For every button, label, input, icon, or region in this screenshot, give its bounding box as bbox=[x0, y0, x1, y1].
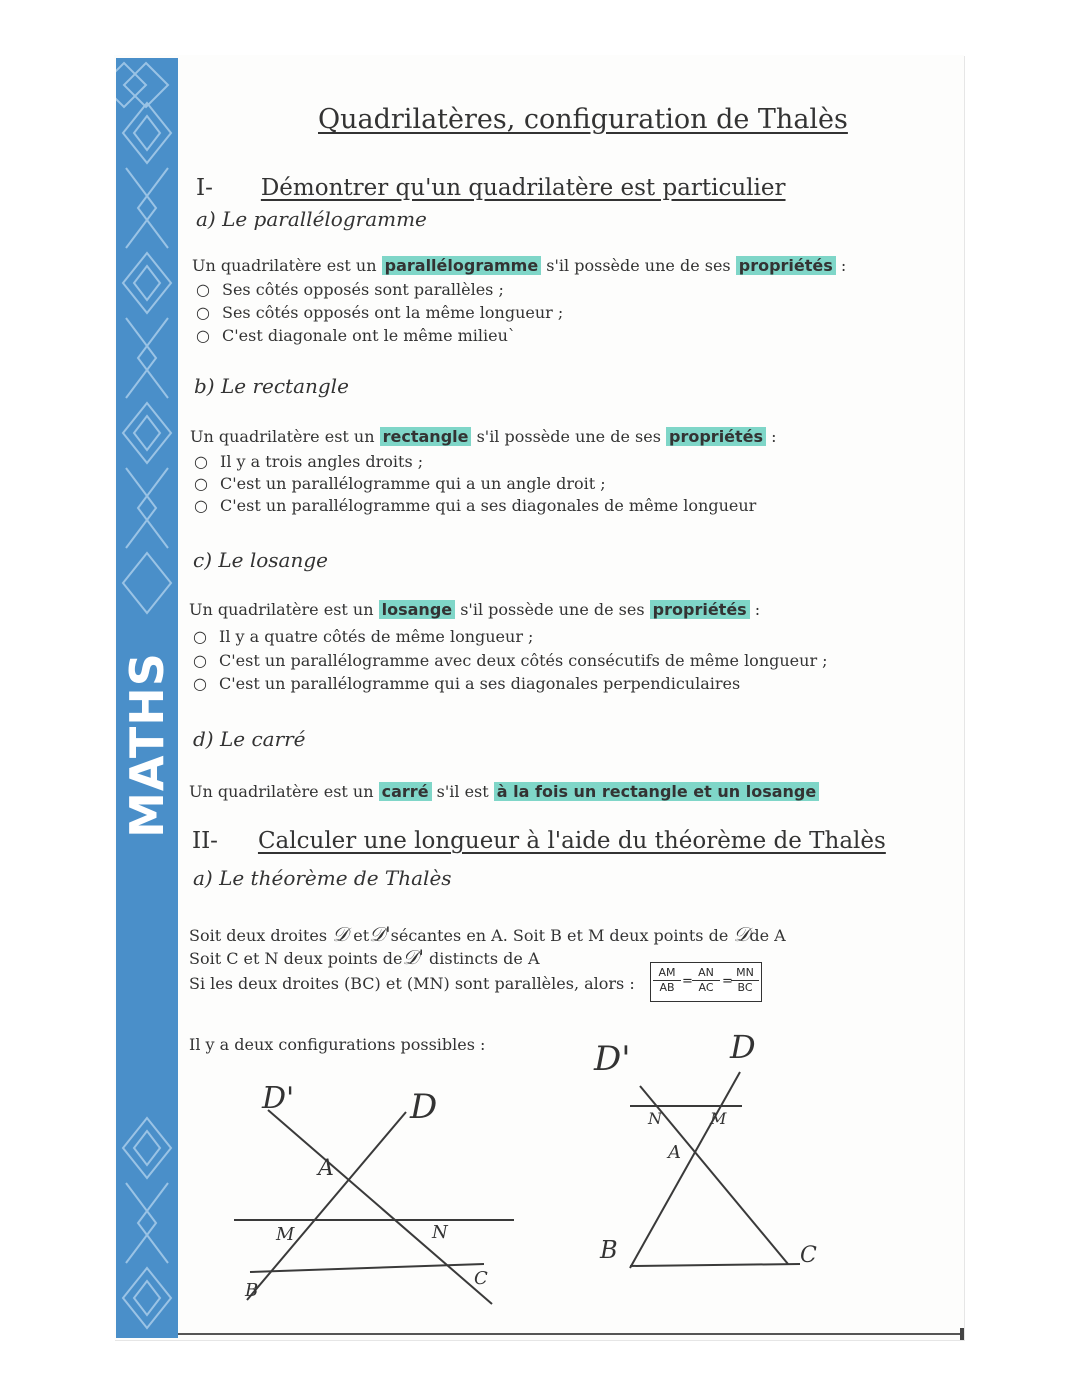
thales-text: distincts de A bbox=[429, 949, 540, 968]
list-item-text: Ses côtés opposés sont parallèles ; bbox=[222, 280, 504, 299]
page-title: Quadrilatères, configuration de Thalès bbox=[318, 104, 848, 135]
highlight-properties: propriétés bbox=[650, 600, 750, 619]
colon: : bbox=[771, 427, 777, 446]
label-a-left: A bbox=[318, 1156, 334, 1181]
highlight-term: losange bbox=[379, 600, 456, 619]
fraction-am-ab bbox=[653, 966, 681, 995]
highlight-properties: propriétés bbox=[736, 256, 836, 275]
intro-text: s'il possède une de ses bbox=[460, 600, 645, 619]
list-item-text: C'est un parallélogramme qui a ses diagonales perpendiculaires bbox=[219, 674, 741, 693]
bottom-corner-mark bbox=[960, 1328, 964, 1340]
thales-line-2 bbox=[189, 945, 540, 969]
colon: : bbox=[754, 600, 761, 619]
list-item-text: C'est un parallélogramme avec deux côtés consécutifs de même longueur ; bbox=[219, 651, 828, 670]
intro-text: Un quadrilatère est un bbox=[189, 600, 374, 619]
script-d-prime-icon: 𝒟' bbox=[369, 922, 391, 946]
definition-carre bbox=[189, 782, 819, 801]
intro-text: Un quadrilatère est un bbox=[189, 782, 374, 801]
script-d-icon: 𝒟 bbox=[332, 922, 349, 946]
list-item-text: Il y a trois angles droits ; bbox=[220, 452, 424, 471]
thales-text: de A bbox=[749, 926, 786, 945]
label-d-prime-right: D' bbox=[594, 1039, 631, 1079]
label-d-right: D bbox=[730, 1028, 756, 1066]
bullet-icon: ○ bbox=[194, 496, 208, 515]
list-item bbox=[196, 326, 516, 345]
list-item bbox=[196, 303, 563, 322]
script-d-icon: 𝒟 bbox=[733, 922, 750, 946]
equals-sign: = bbox=[722, 974, 733, 989]
heading-carre: d) Le carré bbox=[193, 727, 306, 751]
heading-thales: a) Le théorème de Thalès bbox=[193, 866, 452, 890]
section2-number: II- bbox=[192, 828, 218, 854]
thales-text: Soit C et N deux points de bbox=[189, 949, 403, 968]
bullet-icon: ○ bbox=[194, 452, 208, 471]
definition-parallelogram bbox=[192, 256, 846, 275]
intro-text: s'il possède une de ses bbox=[546, 256, 731, 275]
bullet-icon: ○ bbox=[193, 674, 207, 693]
label-m-left: M bbox=[276, 1224, 295, 1245]
heading-losange: c) Le losange bbox=[193, 548, 328, 572]
fraction-mn-bc bbox=[731, 966, 759, 995]
fraction-denominator: AC bbox=[698, 981, 714, 994]
list-item bbox=[194, 474, 606, 493]
fraction-denominator: BC bbox=[737, 981, 753, 994]
section2-title: Calculer une longueur à l'aide du théorème de Thalès bbox=[257, 828, 886, 854]
bullet-icon: ○ bbox=[193, 651, 207, 670]
equals-sign: = bbox=[682, 974, 693, 989]
colon: : bbox=[840, 256, 847, 275]
label-n-right: N bbox=[648, 1109, 662, 1128]
intro-text: s'il possède une de ses bbox=[476, 427, 661, 446]
label-c-left: C bbox=[474, 1268, 488, 1289]
thales-text: sécantes en A. Soit B et M deux points de bbox=[390, 926, 729, 945]
list-item bbox=[194, 496, 756, 515]
list-item bbox=[193, 651, 828, 670]
sidebar-label bbox=[116, 640, 178, 850]
intro-text: Un quadrilatère est un bbox=[190, 427, 375, 446]
fraction-denominator: AB bbox=[659, 981, 675, 994]
list-item bbox=[194, 452, 423, 471]
list-item-text: Ses côtés opposés ont la même longueur ; bbox=[222, 303, 564, 322]
fraction-numerator: AN bbox=[692, 966, 720, 981]
bullet-icon: ○ bbox=[196, 303, 210, 322]
bullet-icon: ○ bbox=[194, 474, 208, 493]
configs-label: Il y a deux configurations possibles : bbox=[189, 1035, 486, 1054]
highlight-term: carré bbox=[379, 782, 432, 801]
definition-rectangle bbox=[190, 427, 777, 446]
definition-losange bbox=[189, 600, 760, 619]
label-b-right: B bbox=[600, 1236, 618, 1264]
list-item-text: Il y a quatre côtés de même longueur ; bbox=[219, 627, 534, 646]
list-item-text: C'est diagonale ont le même milieu` bbox=[222, 326, 516, 345]
section1-heading bbox=[196, 175, 786, 201]
thales-line-3: Si les deux droites (BC) et (MN) sont parallèles, alors : bbox=[189, 974, 635, 993]
label-c-right: C bbox=[800, 1243, 817, 1268]
list-item bbox=[193, 627, 533, 646]
thales-text: Soit deux droites bbox=[189, 926, 328, 945]
list-item bbox=[196, 280, 504, 299]
intro-text: Un quadrilatère est un bbox=[192, 256, 377, 275]
label-d-left: D bbox=[410, 1087, 438, 1127]
heading-parallelogram: a) Le parallélogramme bbox=[196, 207, 427, 231]
fraction-an-ac bbox=[692, 966, 720, 995]
paper-page bbox=[114, 55, 964, 1340]
highlight-term: rectangle bbox=[380, 427, 472, 446]
label-d-prime-left: D' bbox=[262, 1081, 295, 1116]
label-n-left: N bbox=[432, 1222, 448, 1243]
fraction-numerator: MN bbox=[731, 966, 759, 981]
heading-rectangle: b) Le rectangle bbox=[194, 374, 349, 398]
intro-text: s'il est bbox=[436, 782, 489, 801]
script-d-prime-icon: 𝒟' bbox=[402, 945, 424, 969]
section2-heading bbox=[192, 828, 886, 854]
fraction-numerator: AM bbox=[653, 966, 681, 981]
list-item-text: C'est un parallélogramme qui a un angle droit ; bbox=[220, 474, 606, 493]
label-m-right: M bbox=[710, 1109, 727, 1128]
thales-line-1 bbox=[189, 922, 786, 946]
thales-text: et bbox=[353, 926, 370, 945]
section1-title: Démontrer qu'un quadrilatère est particulier bbox=[260, 175, 786, 201]
list-item bbox=[193, 674, 740, 693]
label-b-left: B bbox=[245, 1280, 259, 1301]
bottom-border-line bbox=[178, 1333, 964, 1335]
highlight-emphasis: à la fois un rectangle et un losange bbox=[494, 782, 819, 801]
label-a-right: A bbox=[668, 1142, 681, 1163]
bullet-icon: ○ bbox=[196, 280, 210, 299]
bullet-icon: ○ bbox=[193, 627, 207, 646]
section1-number: I- bbox=[196, 175, 213, 201]
list-item-text: C'est un parallélogramme qui a ses diagonales de même longueur bbox=[220, 496, 757, 515]
thales-ratio-box bbox=[650, 962, 762, 1002]
highlight-term: parallélogramme bbox=[382, 256, 542, 275]
bullet-icon: ○ bbox=[196, 326, 210, 345]
sidebar-label-text: MATHS bbox=[120, 652, 174, 838]
highlight-properties: propriétés bbox=[666, 427, 766, 446]
